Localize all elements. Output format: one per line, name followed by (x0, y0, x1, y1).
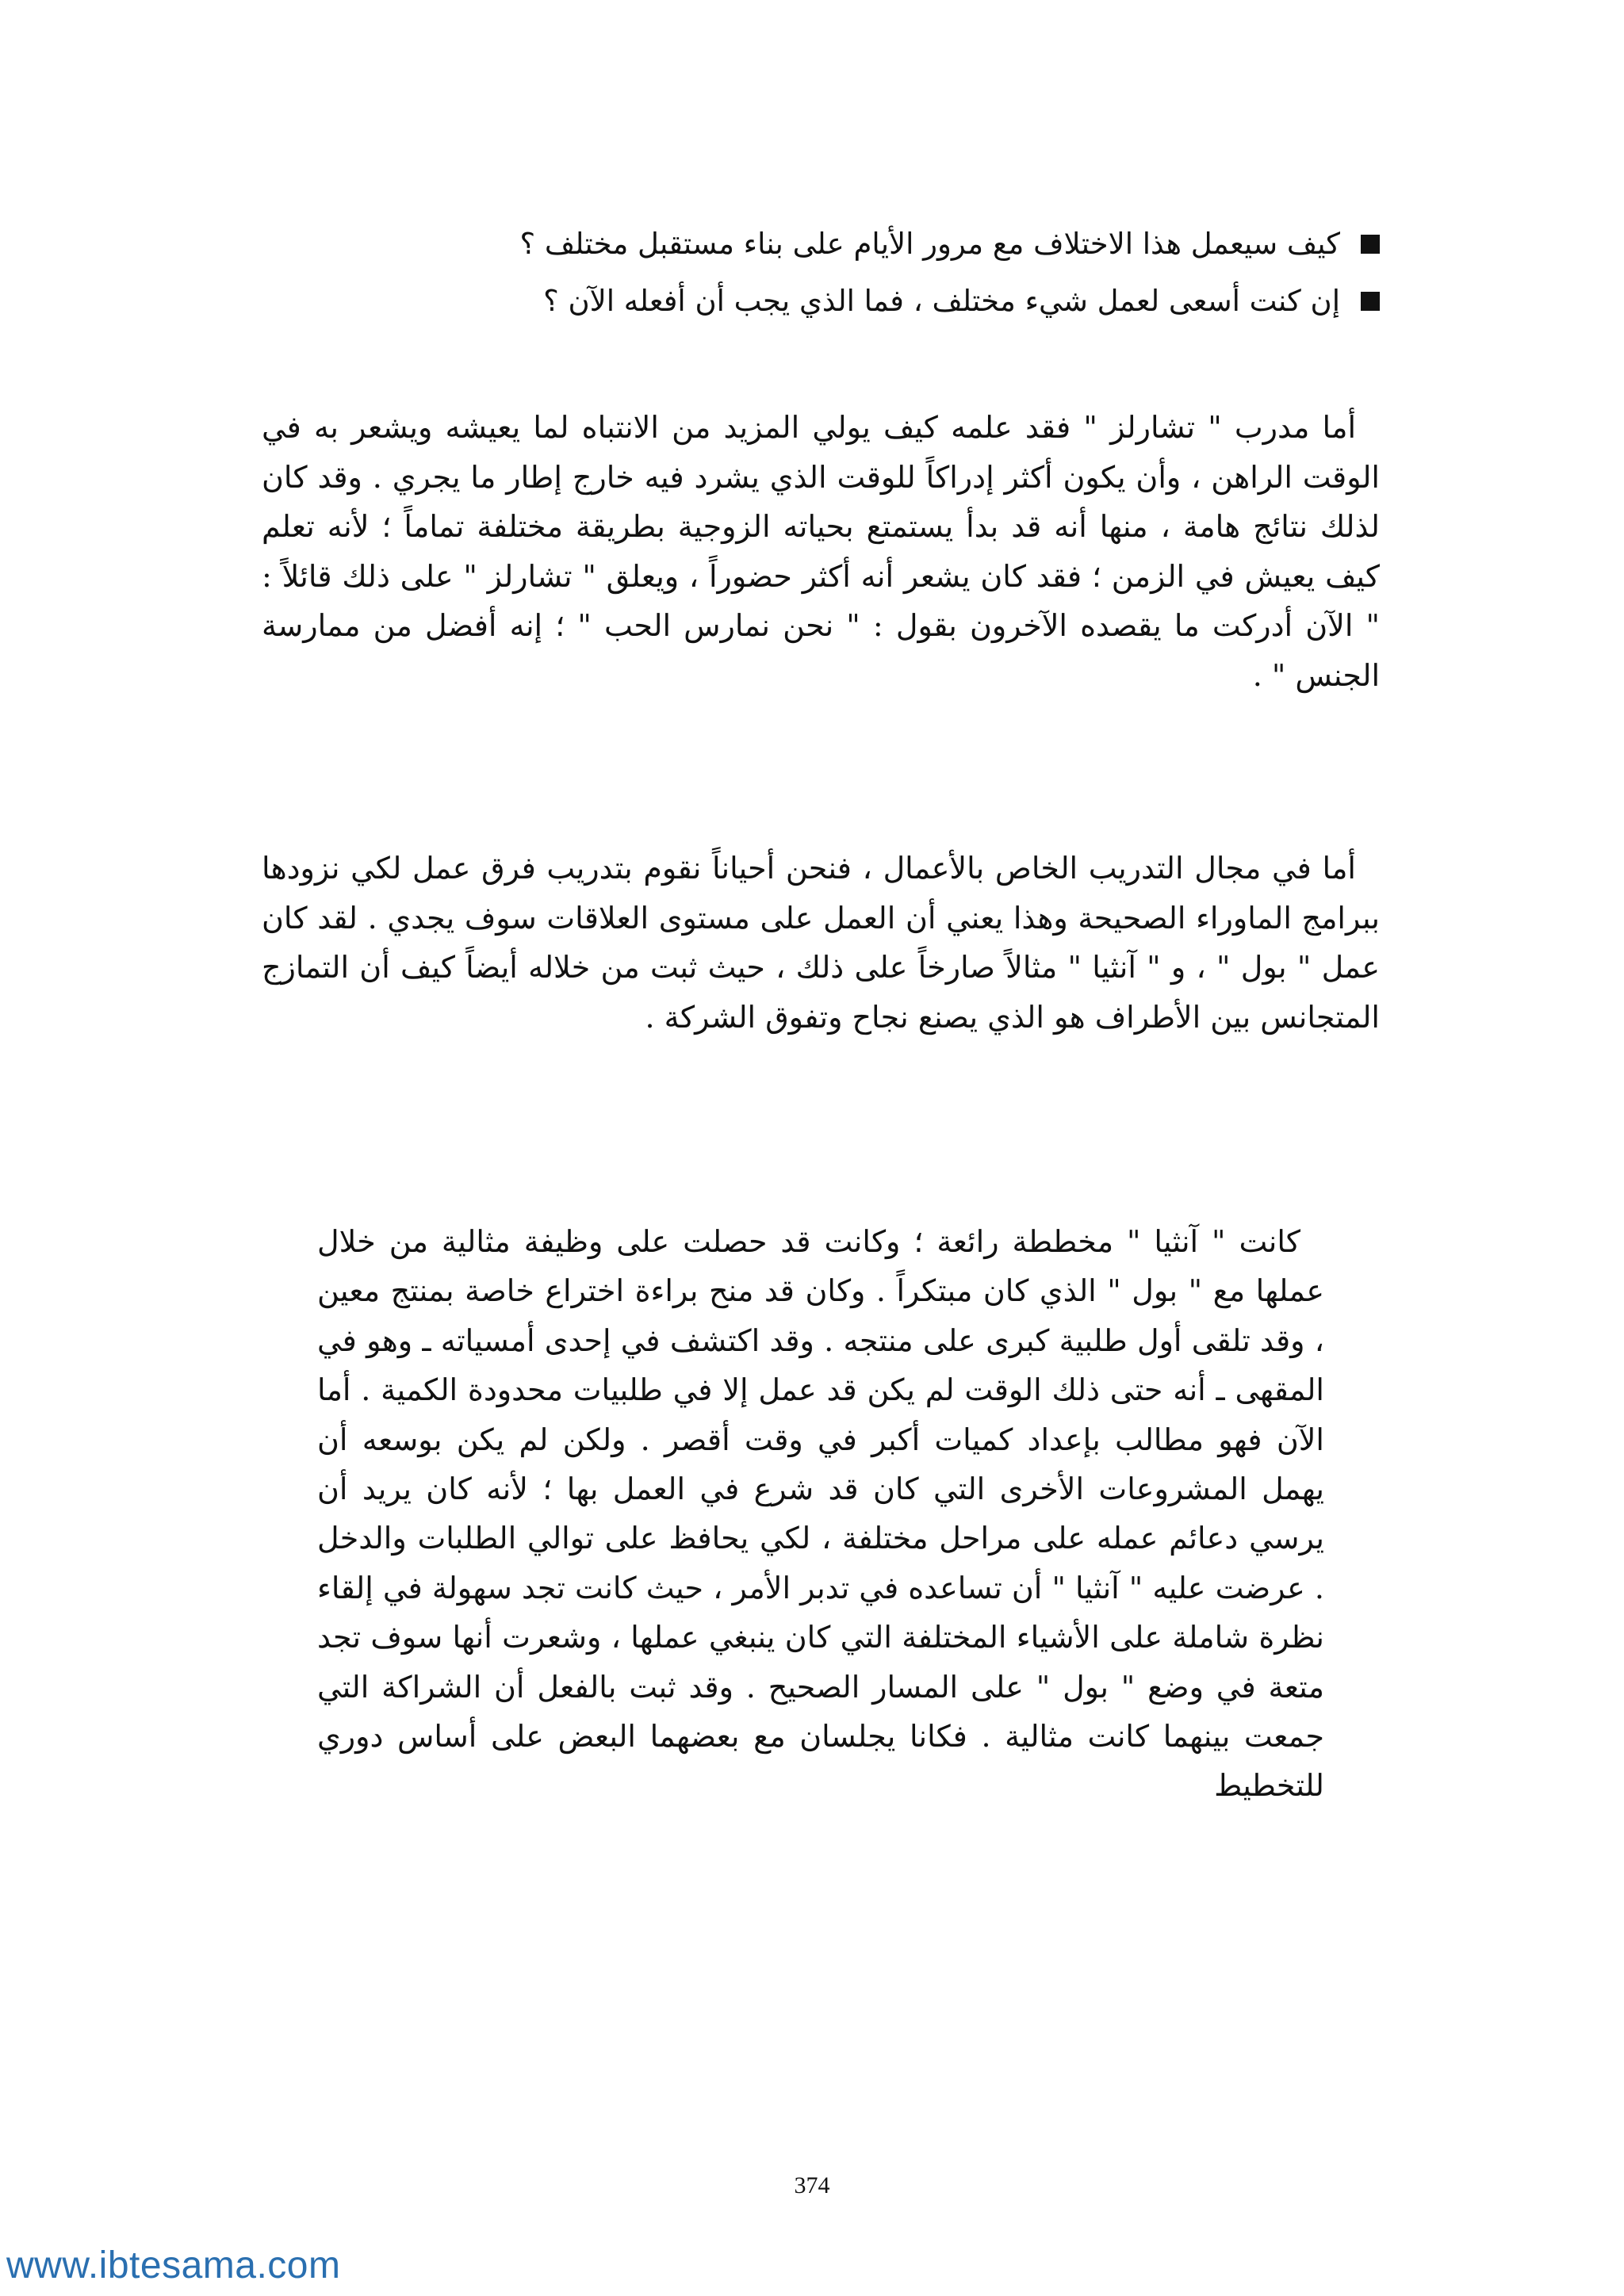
page-number: 374 (794, 2172, 830, 2198)
square-bullet-icon (1361, 292, 1380, 311)
paragraph: أما مدرب " تشارلز " فقد علمه كيف يولي المزيد من الانتباه لما يعيشه ويشعر به في الوقت الراهن ، وأن يكون أكثر إدراكاً للوقت الذي يشرد فيه خارج إطار ما يجري . وقد كان لذلك نتائج هامة ، منها أنه قد بدأ يستمتع بحياته الزوجية بطريقة مختلفة تماماً ؛ لأنه تعلم كيف يعيش في الزمن ؛ فقد كان يشعر أنه أكثر حضوراً ، ويعلق " تشارلز " على ذلك قائلاً : " الآن أدركت ما يقصده الآخرون بقول : " نحن نمارس الحب " ؛ إنه أفضل من ممارسة الجنس " . (262, 410, 1380, 693)
watermark-url: www.ibtesama.com (6, 2244, 341, 2286)
indented-example-block (317, 1217, 1324, 1811)
paragraph-block (262, 403, 1380, 700)
paragraph: أما في مجال التدريب الخاص بالأعمال ، فنحن أحياناً نقوم بتدريب فرق عمل لكي نزودها ببرامج الماوراء الصحيحة وهذا يعني أن العمل على مستوى العلاقات سوف يجدي . لقد كان عمل " بول " ، و " آنثيا " مثالاً صارخاً على ذلك ، حيث ثبت من خلاله أيضاً كيف أن التمازج المتجانس بين الأطراف هو الذي يصنع نجاح وتفوق الشركة . (262, 851, 1380, 1035)
bullet-list (309, 216, 1380, 330)
bullet-text: إن كنت أسعى لعمل شيء مختلف ، فما الذي يجب أن أفعله الآن ؟ (543, 284, 1340, 318)
bullet-item (309, 273, 1380, 330)
square-bullet-icon (1361, 235, 1380, 254)
bullet-text: كيف سيعمل هذا الاختلاف مع مرور الأيام على بناء مستقبل مختلف ؟ (519, 227, 1340, 261)
bullet-item (309, 216, 1380, 273)
paragraph-block (262, 844, 1380, 1042)
indented-paragraph: كانت " آنثيا " مخططة رائعة ؛ وكانت قد حصلت على وظيفة مثالية من خلال عملها مع " بول " الذي كان مبتكراً . وكان قد منح براءة اختراع خاصة بمنتج معين ، وقد تلقى أول طلبية كبرى على منتجه . وقد اكتشف في إحدى أمسياته ـ وهو في المقهى ـ أنه حتى ذلك الوقت لم يكن قد عمل إلا في طلبيات محدودة الكمية . أما الآن فهو مطالب بإعداد كميات أكبر في وقت أقصر . ولكن لم يكن بوسعه أن يهمل المشروعات الأخرى التي كان قد شرع في العمل بها ؛ لأنه كان يريد أن يرسي دعائم عمله على مراحل مختلفة ، لكي يحافظ على توالي الطلبات والدخل . عرضت عليه " آنثيا " أن تساعده في تدبر الأمر ، حيث كانت تجد سهولة في إلقاء نظرة شاملة على الأشياء المختلفة التي كان ينبغي عملها ، وشعرت أنها سوف تجد متعة في وضع " بول " على المسار الصحيح . وقد ثبت بالفعل أن الشراكة التي جمعت بينهما كانت مثالية . فكانا يجلسان مع بعضهما البعض على أساس دوري للتخطيط (317, 1224, 1324, 1804)
